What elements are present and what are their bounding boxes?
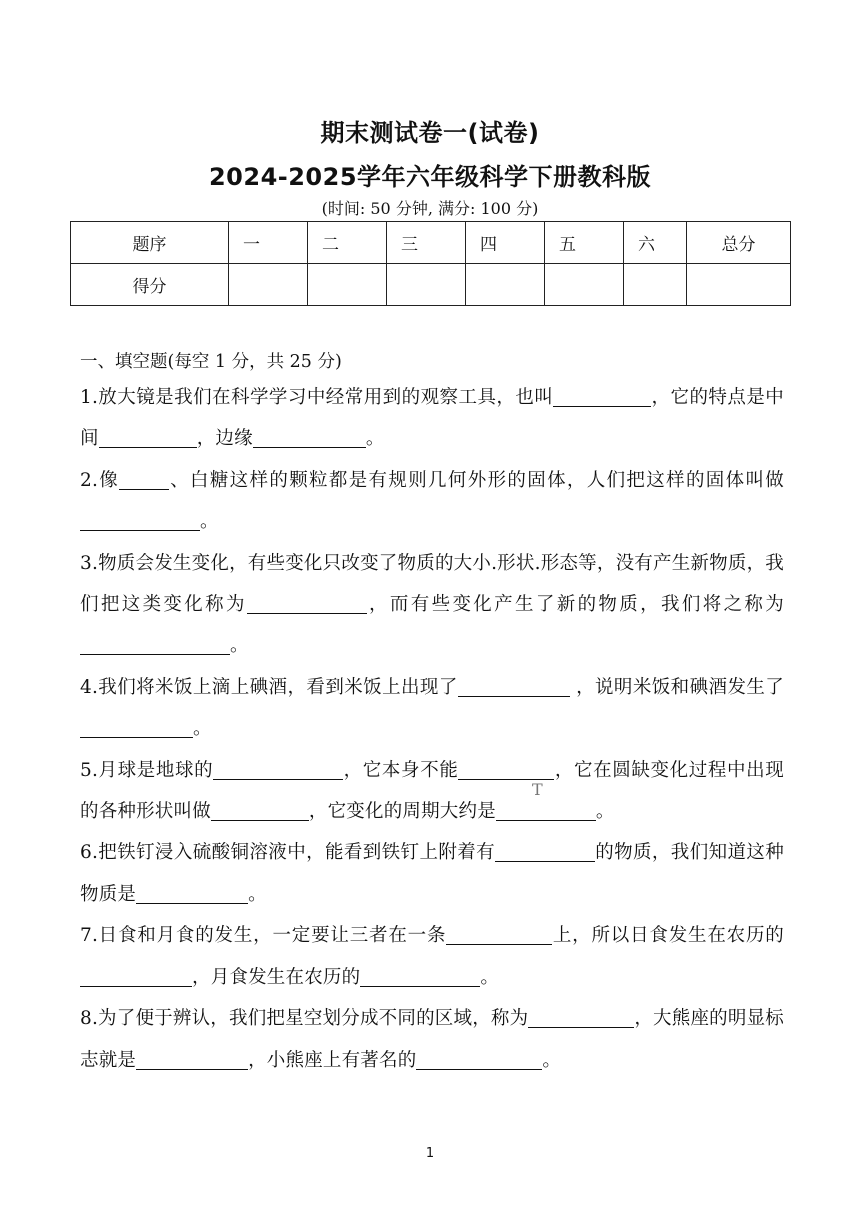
section-heading: 一、填空题(每空 1 分，共 25 分) [80,352,342,372]
question-3 [80,543,784,667]
table-cell: 三 [387,222,466,264]
answer-blank[interactable] [80,966,192,986]
question-1 [80,377,784,460]
question-text: ，说明米饭和碘酒发生了 [569,676,784,698]
score-table-score-row [71,264,791,306]
answer-blank[interactable] [496,801,596,821]
table-cell: 六 [624,222,687,264]
answer-blank[interactable] [458,759,554,779]
answer-blank[interactable] [528,1008,634,1028]
question-text: ，它的特点是中间 [80,387,784,450]
exam-subtitle: 2024-2025学年六年级科学下册教科版 [208,163,652,191]
answer-blank[interactable] [360,966,480,986]
answer-blank[interactable] [136,1049,248,1069]
question-text: ，边缘 [196,428,253,450]
answer-blank[interactable] [553,387,651,407]
question-text: 8.为了便于辨认，我们把星空划分成不同的区域，称为 [80,1008,529,1030]
answer-blank[interactable] [80,718,193,738]
answer-blank[interactable] [136,883,248,903]
table-cell: 五 [545,222,624,264]
question-list [80,377,784,1081]
table-cell: 得分 [71,264,229,306]
question-text: ，小熊座上有著名的 [248,1049,417,1071]
question-text: 的物质，我们知道这种物质是 [80,842,784,905]
question-text: 6.把铁钉浸入硫酸铜溶液中，能看到铁钉上附着有 [80,842,496,864]
table-cell: 四 [466,222,545,264]
question-text: 3.物质会发生变化，有些变化只改变了物质的大小.形状.形态等，没有产生新物质，我们把这类变化称为 [80,552,784,616]
score-input-cell[interactable] [308,264,387,306]
answer-blank[interactable] [416,1049,542,1069]
table-cell: 二 [308,222,387,264]
question-text: ，它本身不能 [343,759,459,781]
answer-blank[interactable] [458,676,570,696]
question-text: ，大熊座的明显标志就是 [80,1008,785,1071]
answer-blank[interactable] [80,635,230,655]
question-text: ，它变化的周期大约是 [308,801,496,823]
question-text: ，而有些变化产生了新的物质，我们将之称为 [366,594,784,616]
answer-blank[interactable] [446,925,552,945]
table-cell: 总分 [687,222,791,264]
question-text: 5.月球是地球的 [80,759,214,781]
score-table-header-row [71,222,791,264]
question-6 [80,832,784,915]
question-text: 、白糖这样的颗粒都是有规则几何外形的固体，人们把这样的固体叫做 [169,469,784,491]
question-text: 上，所以日食发生在农历的 [552,925,784,947]
question-text: 4.我们将米饭上滴上碘酒，看到米饭上出现了 [80,676,458,698]
answer-blank[interactable] [99,428,197,448]
question-text: ，它在圆缺变化过程中出现的各种形状叫做 [80,759,784,823]
question-text: 2.像 [80,469,120,491]
question-2 [80,460,784,543]
stray-mark: T [532,780,543,799]
exam-time-info: (时间: 50 分钟, 满分: 100 分) [321,199,539,218]
score-input-cell[interactable] [545,264,624,306]
question-text: 。 [200,511,219,533]
question-text: 。 [193,718,212,740]
question-7 [80,915,784,998]
score-input-cell[interactable] [387,264,466,306]
answer-blank[interactable] [253,428,366,448]
question-5 [80,750,784,833]
question-8 [80,998,784,1081]
answer-blank[interactable] [213,759,343,779]
score-input-cell[interactable] [466,264,545,306]
question-text: ，月食发生在农历的 [192,966,361,988]
answer-blank[interactable] [247,594,367,614]
question-text: 。 [480,966,500,988]
question-text: 1.放大镜是我们在科学学习中经常用到的观察工具，也叫 [80,387,554,408]
score-table [70,221,791,306]
score-input-cell[interactable] [229,264,308,306]
question-text: 。 [542,1049,562,1071]
table-cell: 题序 [71,222,229,264]
answer-blank[interactable] [211,801,309,821]
question-text: 。 [365,428,385,450]
question-text: 。 [248,883,267,905]
question-text: 7.日食和月食的发生，一定要让三者在一条 [80,925,447,947]
question-text: 。 [595,801,615,823]
score-input-cell[interactable] [687,264,791,306]
page-number: 1 [425,1146,435,1161]
table-cell: 一 [229,222,308,264]
answer-blank[interactable] [80,511,200,531]
exam-title: 期末测试卷一(试卷) [320,119,540,147]
answer-blank[interactable] [119,469,169,489]
answer-blank[interactable] [495,842,595,862]
question-4 [80,667,784,750]
question-text: 。 [230,635,249,657]
score-input-cell[interactable] [624,264,687,306]
